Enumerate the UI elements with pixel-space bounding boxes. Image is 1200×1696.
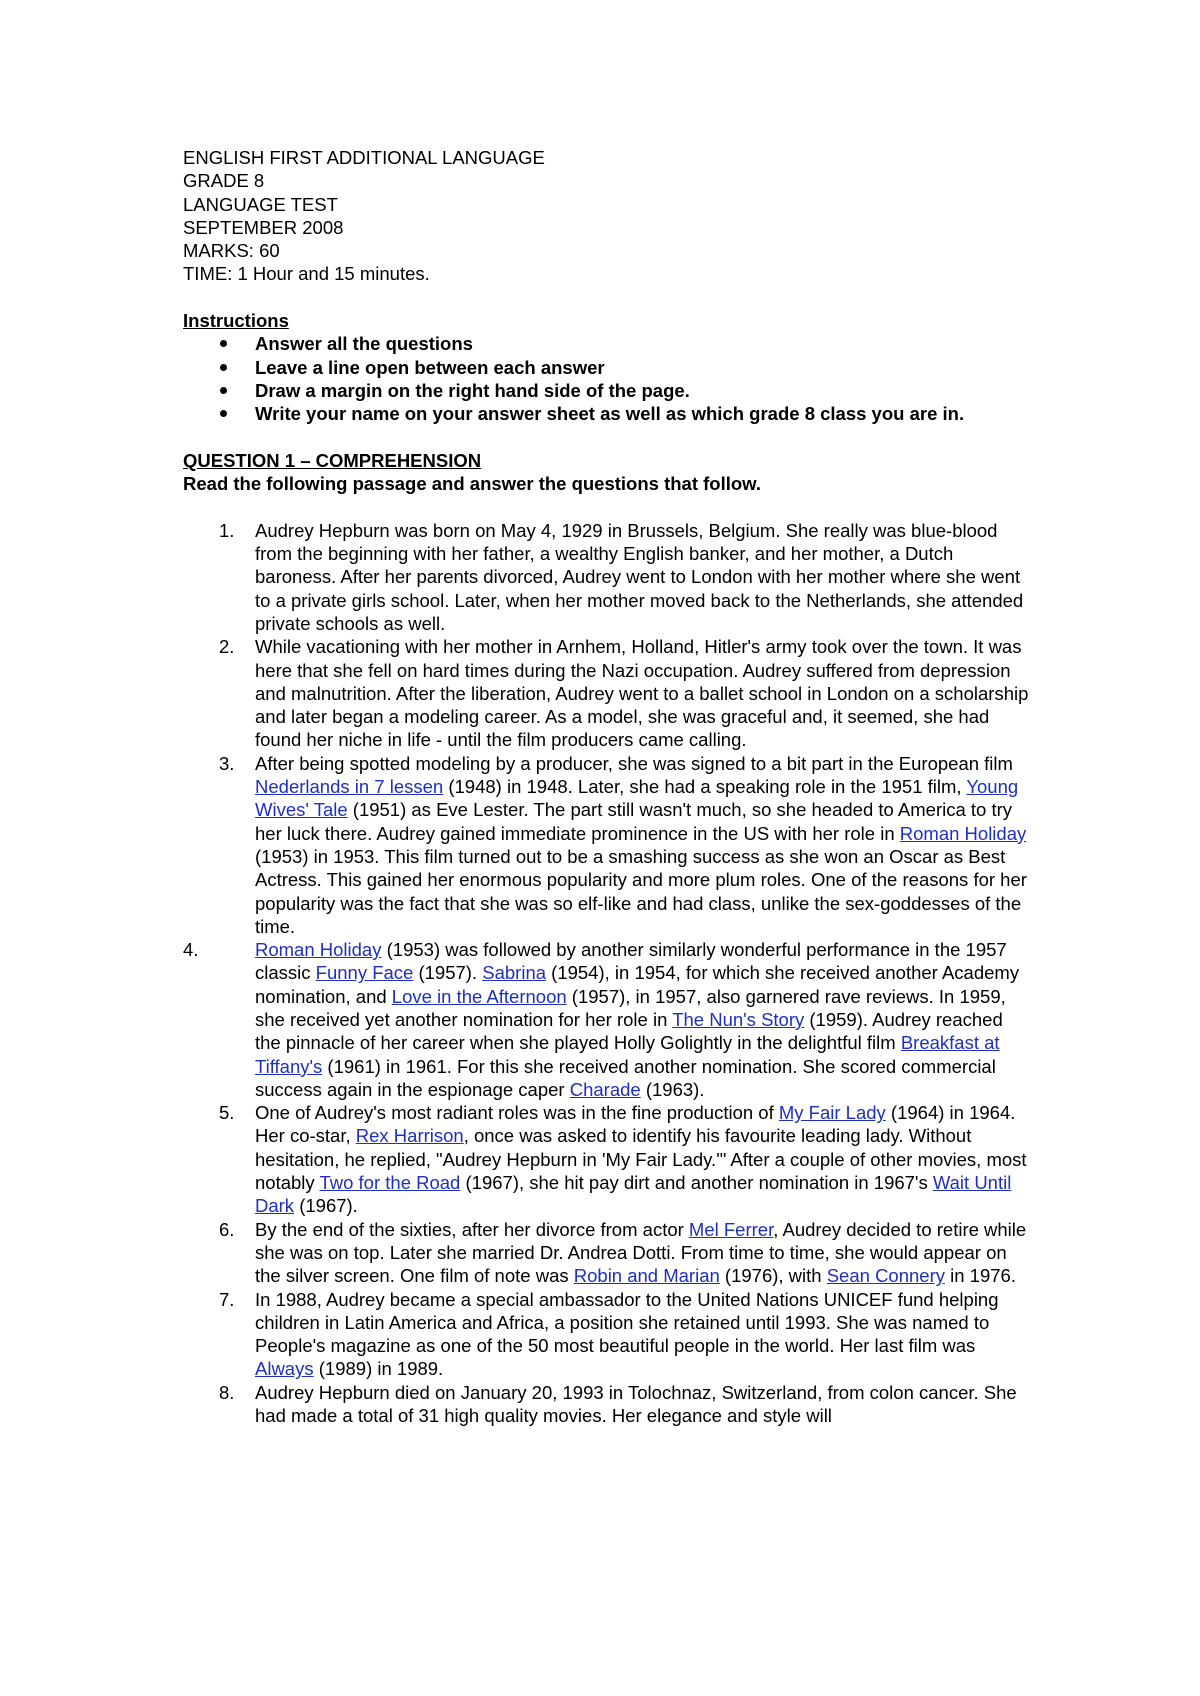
instructions-heading: Instructions bbox=[183, 310, 289, 332]
paragraph-text: , once was asked to identify his favourite leading lady. Without hesitation, he replied, "Audrey Hepburn in 'My Fair Lady.'" After a couple of other movies, most notably bbox=[255, 1125, 1027, 1194]
person-link-rex-harrison[interactable]: Rex Harrison bbox=[355, 1125, 464, 1147]
paragraph-number: 8. bbox=[219, 1381, 235, 1403]
film-link-always[interactable]: Always bbox=[255, 1358, 314, 1380]
film-link-nederlands-in-7-lessen[interactable]: Nederlands in 7 lessen bbox=[255, 776, 444, 798]
question1-heading: QUESTION 1 – COMPREHENSION bbox=[183, 449, 482, 471]
paragraph-text: (1976), with bbox=[719, 1265, 827, 1287]
paragraph-text: (1989) in 1989. bbox=[313, 1358, 444, 1380]
passage-paragraph-7 bbox=[183, 1288, 1033, 1381]
film-link-charade[interactable]: Charade bbox=[569, 1078, 641, 1100]
paragraph-text: (1959). Audrey reached the pinnacle of her career when she played Holly Golightly in the delightful film bbox=[255, 1008, 1003, 1054]
paragraph-text: (1954), in 1954, for which she received another Academy nomination, and bbox=[255, 962, 1020, 1007]
paragraph-number: 7. bbox=[219, 1288, 235, 1310]
passage-list-continued bbox=[183, 1101, 1033, 1427]
paragraph-text: (1963). bbox=[640, 1078, 705, 1100]
film-link-robin-and-marian[interactable]: Robin and Marian bbox=[573, 1265, 720, 1287]
passage-paragraph-8 bbox=[183, 1381, 1033, 1428]
instruction-item: Write your name on your answer sheet as well as which grade 8 class you are in. bbox=[183, 402, 1033, 425]
film-link-my-fair-lady[interactable]: My Fair Lady bbox=[778, 1102, 886, 1124]
paragraph-text: By the end of the sixties, after her divorce from actor bbox=[255, 1218, 689, 1240]
film-link-sabrina[interactable]: Sabrina bbox=[482, 962, 547, 984]
paragraph-text: (1957), in 1957, also garnered rave reviews. In 1959, she received yet another nomination for her role in bbox=[255, 985, 1006, 1030]
person-link-sean-connery[interactable]: Sean Connery bbox=[826, 1265, 945, 1287]
paragraph-number: 6. bbox=[219, 1218, 235, 1240]
question1-instruction: Read the following passage and answer the questions that follow. bbox=[183, 473, 762, 495]
film-link-wait-until-dark[interactable]: Wait Until Dark bbox=[255, 1172, 1012, 1217]
paragraph-text: After being spotted modeling by a producer, she was signed to a bit part in the European film bbox=[255, 752, 1013, 774]
paragraph-text: In 1988, Audrey became a special ambassador to the United Nations UNICEF fund helping children in Latin America and Africa, a position she retained until 1993. She was named to People's magazine as one of the 50 most beautiful people in the world. Her last film was bbox=[255, 1288, 999, 1357]
film-link-roman-holiday[interactable]: Roman Holiday bbox=[899, 822, 1027, 844]
film-link-funny-face[interactable]: Funny Face bbox=[315, 962, 414, 984]
passage-paragraph-2 bbox=[183, 635, 1033, 751]
instruction-item: Draw a margin on the right hand side of the page. bbox=[183, 379, 1033, 402]
passage-list bbox=[183, 519, 1033, 938]
subject-line: ENGLISH FIRST ADDITIONAL LANGUAGE bbox=[183, 147, 545, 168]
paragraph-text: (1961) in 1961. For this she received another nomination. She scored commercial success again in the espionage caper bbox=[255, 1055, 996, 1100]
paragraph-text: (1957). bbox=[413, 962, 483, 984]
passage-paragraph-5 bbox=[183, 1101, 1033, 1217]
paragraph-number: 5. bbox=[219, 1102, 235, 1124]
paragraph-text: (1953) in 1953. This film turned out to be a smashing success as she won an Oscar as Best Actress. This gained her enormous popularity and more plum roles. One of the reasons for her popularity was the fact that she was so elf-like and had class, unlike the sex-goddesses of the time. bbox=[255, 845, 1027, 937]
marks-line: MARKS: 60 bbox=[183, 240, 280, 262]
film-link-love-in-the-afternoon[interactable]: Love in the Afternoon bbox=[391, 985, 567, 1007]
paragraph-text: Audrey Hepburn died on January 20, 1993 in Tolochnaz, Switzerland, from colon cancer. She had made a total of 31 high quality movies. Her elegance and style will bbox=[255, 1381, 1017, 1427]
passage-paragraph-4 bbox=[183, 938, 1033, 1101]
instruction-item: Leave a line open between each answer bbox=[183, 356, 1033, 379]
test-header bbox=[183, 146, 1033, 286]
film-link-breakfast-at-tiffanys[interactable]: Breakfast at Tiffany's bbox=[255, 1032, 1000, 1077]
person-link-mel-ferrer[interactable]: Mel Ferrer bbox=[688, 1218, 774, 1240]
film-link-young-wives-tale[interactable]: Young Wives' Tale bbox=[255, 776, 1019, 821]
paragraph-number: 4. bbox=[183, 939, 199, 961]
grade-line: GRADE 8 bbox=[183, 170, 265, 192]
paragraph-text: (1967). bbox=[294, 1195, 358, 1217]
passage-paragraph-3 bbox=[183, 752, 1033, 938]
paragraph-text: While vacationing with her mother in Arnhem, Holland, Hitler's army took over the town. It was here that she fell on hard times during the Nazi occupation. Audrey suffered from depression and malnutrition. After the liberation, Audrey went to a ballet school in London on a scholarship and later began a modeling career. As a model, she was graceful and, it seemed, she had found her niche in life - until the film producers came calling. bbox=[255, 636, 1029, 751]
paragraph-text: (1951) as Eve Lester. The part still wasn't much, so she headed to America to try her luck there. Audrey gained immediate prominence in the US with her role in bbox=[255, 799, 1013, 844]
test-type-line: LANGUAGE TEST bbox=[183, 193, 338, 215]
paragraph-number: 3. bbox=[219, 752, 235, 774]
instruction-item: Answer all the questions bbox=[183, 332, 1033, 355]
paragraph-text: Audrey Hepburn was born on May 4, 1929 in Brussels, Belgium. She really was blue-blood from the beginning with her father, a wealthy English banker, and her mother, a Dutch baroness. After her parents divorced, Audrey went to London with her mother where she went to a private girls school. Later, when her mother moved back to the Netherlands, she attended private schools as well. bbox=[255, 519, 1024, 634]
passage-paragraph-1 bbox=[183, 519, 1033, 635]
time-line: TIME: 1 Hour and 15 minutes. bbox=[183, 263, 430, 285]
instructions-list bbox=[183, 332, 1033, 425]
paragraph-text: (1967), she hit pay dirt and another nomination in 1967's bbox=[460, 1172, 933, 1194]
film-link-two-for-the-road[interactable]: Two for the Road bbox=[319, 1172, 461, 1194]
paragraph-number: 1. bbox=[219, 519, 235, 541]
paragraph-text: (1964) in 1964. Her co-star, bbox=[255, 1102, 1016, 1147]
film-link-roman-holiday[interactable]: Roman Holiday bbox=[255, 939, 382, 961]
date-line: SEPTEMBER 2008 bbox=[183, 216, 344, 238]
document-page bbox=[183, 146, 1033, 1427]
paragraph-text: in 1976. bbox=[945, 1265, 1016, 1287]
paragraph-text: (1948) in 1948. Later, she had a speaking role in the 1951 film, bbox=[443, 776, 967, 798]
paragraph-text: , Audrey decided to retire while she was on top. Later she married Dr. Andrea Dotti. From time to time, she would appear on the silver screen. One film of note was bbox=[255, 1218, 1027, 1287]
paragraph-text: One of Audrey's most radiant roles was in the fine production of bbox=[255, 1102, 779, 1124]
paragraph-number: 2. bbox=[219, 636, 235, 658]
film-link-the-nuns-story[interactable]: The Nun's Story bbox=[672, 1008, 805, 1030]
passage-paragraph-6 bbox=[183, 1218, 1033, 1288]
paragraph-text: (1953) was followed by another similarly wonderful performance in the 1957 classic bbox=[255, 939, 1007, 984]
